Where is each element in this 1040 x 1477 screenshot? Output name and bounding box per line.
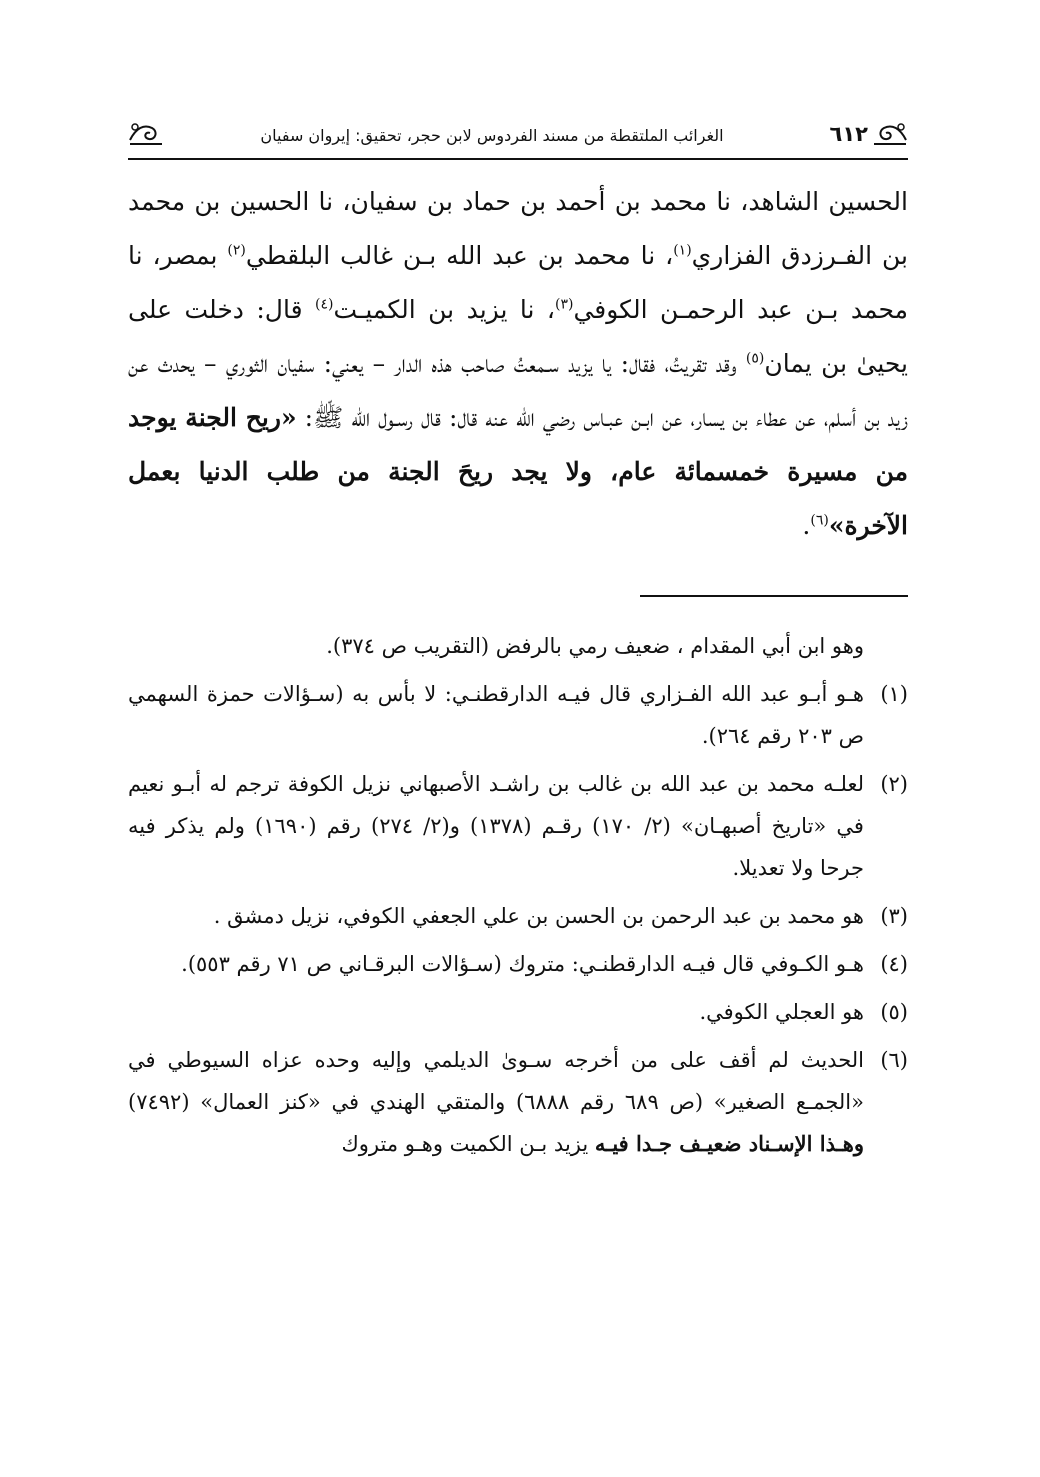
footnote-6	[128, 1039, 908, 1165]
footnote-ref-2[interactable]: (٢)	[227, 242, 246, 259]
footnote-3	[128, 895, 908, 937]
footnotes	[128, 625, 908, 1171]
isnad-paragraph: الحسين الشاهد، نا محمد بن أحمد بن حماد بن سفيان، نا الحسين بن محمد بن الفـرزدق الفزاري$^{(١)}$، نا محمد بن عبد الله بـن غالب البلقطي$^{(٢)}$ بمصر، نا محمد بـن عبد الرحمـن الكوفي$^{(٣)}$، نا يزيد بن الكميـت$^{(٤)}$ قال: دخلت على يحيىٰ بن يمان$^{(٥)}$ وقد تقريتُ، فقال: يا يزيد سـمعتُ صاحب هذه الدار – يعني: سفيان الثوري – يحدث عن زيد بن أسلم، عن عطاء بن يسار، عن ابـن عبـاس رضي الله عنه قال: قال رسـول الله ﷺ: «ريح الجنة يوجد من مسيرة خمسمائة عام، ولا يجد ريحَ الجنة من طلب الدنيا بعمل الآخرة»$^{(٦)}$.	[128, 187, 908, 540]
footnote-text: هو العجلي الكوفي.	[699, 1000, 864, 1024]
footnote-2	[128, 763, 908, 889]
footnote-text: لعلـه محمد بن عبد الله بن غالب بن راشـد الأصبهاني نزيل الكوفة ترجم له أبـو نعيم في «تاريخ أصبهـان» (٢/ ١٧٠) رقـم (١٣٧٨) و(٢/ ٢٧٤) رقم (١٦٩٠) ولم يذكر فيه جرحا ولا تعديلا.	[128, 772, 864, 880]
page-number: ٦١٢	[829, 122, 868, 146]
footnote-number: (١)	[880, 682, 908, 706]
page-header	[128, 116, 908, 156]
footnote-ref-5[interactable]: (٥)	[745, 350, 765, 367]
footnote-4	[128, 943, 908, 985]
footnote-ref-1[interactable]: (١)	[673, 242, 692, 259]
main-text	[128, 175, 908, 553]
footnote-emphasis: وهـذا الإسـناد ضعيـف جـدا فيـه	[594, 1131, 864, 1156]
header-rule	[128, 158, 908, 160]
footnote-number: (٦)	[880, 1048, 908, 1072]
footnote-number: (٤)	[880, 952, 908, 976]
footnote-ref-6[interactable]: (٦)	[810, 512, 829, 529]
footnote-ref-4[interactable]: (٤)	[314, 296, 334, 313]
ornament-right-icon	[872, 118, 908, 148]
footnote-text: هـو الكـوفي قال فيـه الدارقطنـي: متروك (سـؤالات البرقـاني ص ٧١ رقم ٥٥٣).	[181, 952, 864, 976]
footnote-continuation: وهو ابن أبي المقدام ، ضعيف رمي بالرفض (التقريب ص ٣٧٤).	[326, 634, 864, 658]
footnote-1	[128, 673, 908, 757]
footnote-number: (٥)	[880, 1000, 908, 1024]
footnote-5	[128, 991, 908, 1033]
ornament-left-icon	[128, 118, 164, 148]
hadith-text: «ريح الجنة يوجد من مسيرة خمسمائة عام، ولا يجد ريحَ الجنة من طلب الدنيا بعمل الآخرة»	[128, 403, 908, 540]
footnote-number: (٢)	[880, 772, 908, 796]
footnote-ref-3[interactable]: (٣)	[555, 296, 574, 313]
footnote-number: (٣)	[880, 904, 908, 928]
footnote-separator	[640, 595, 908, 597]
footnote-text: هو محمد بن عبد الرحمن بن الحسن بن علي الجعفي الكوفي، نزيل دمشق .	[213, 904, 864, 928]
footnote-text: هـو أبـو عبد الله الفـزاري قال فيـه الدارقطنـي: لا بأس به (سـؤالات حمزة السهمي ص ٢٠٣ رقم ٢٦٤).	[128, 682, 864, 748]
running-title: الغرائب الملتقطة من مسند الفردوس لابن حجر، تحقيق: إيروان سفيان	[260, 126, 724, 145]
footnote-text: الحديث لم أقف على من أخرجه سـوىٰ الديلمي وإليه وحده عزاه السيوطي في «الجمـع الصغير» (ص ٦٨٩ رقم ٦٨٨٨) والمتقي الهندي في «كنز العمال» (٧٤٩٢) وهـذا الإسـناد ضعيـف جـدا فيـه يزيد بـن الكميت وهـو متروك	[128, 1048, 864, 1156]
